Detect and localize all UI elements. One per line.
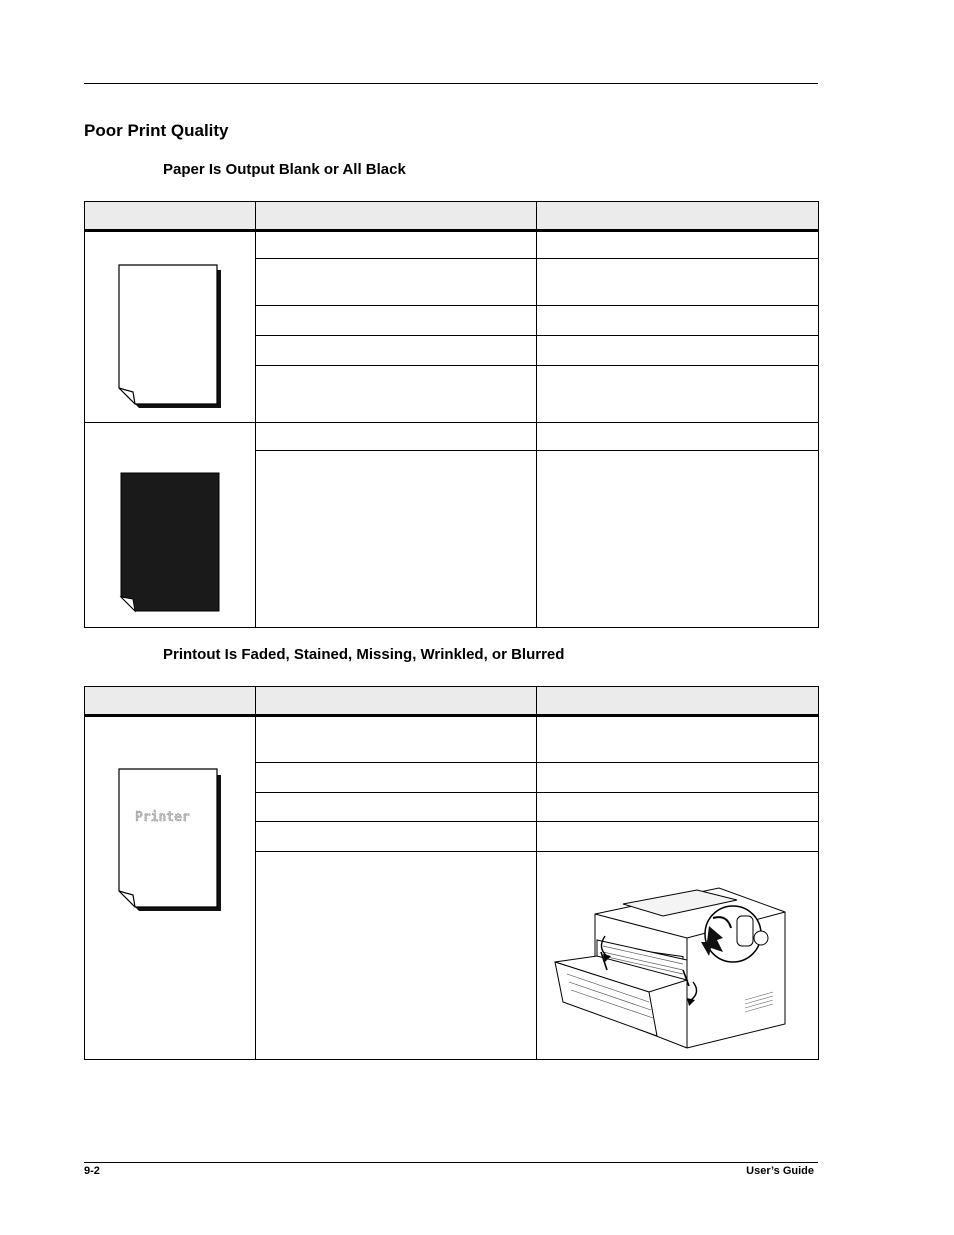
table-header-row: [85, 202, 819, 231]
subsection-title-faded: Printout Is Faded, Stained, Missing, Wrinkled, or Blurred: [163, 646, 565, 663]
subsection-title-blank-black: Paper Is Output Blank or All Black: [163, 161, 406, 178]
printer-fuser-illustration-cell: [537, 852, 819, 1060]
table-header-row: [85, 687, 819, 716]
cause-cell: [256, 306, 537, 336]
footer-page-number: 9-2: [84, 1165, 100, 1177]
table-faded-stained: [84, 686, 819, 1060]
header-cell: [256, 202, 537, 231]
printer-fuser-illustration: [537, 852, 817, 1058]
table-row: [85, 716, 819, 763]
remedy-cell: [537, 423, 819, 451]
blank-page-illustration-cell: [85, 231, 256, 423]
cause-cell: [256, 763, 537, 793]
remedy-cell: [537, 231, 819, 259]
header-cell: [537, 202, 819, 231]
remedy-cell: [537, 259, 819, 306]
footer-document-title: User’s Guide: [746, 1165, 814, 1177]
black-page-illustration: [85, 423, 254, 627]
cause-cell: [256, 366, 537, 423]
faded-page-illustration-cell: [85, 716, 256, 1060]
remedy-cell: [537, 793, 819, 822]
cause-cell: [256, 423, 537, 451]
cause-cell: [256, 451, 537, 628]
table-blank-or-black: [84, 201, 819, 628]
table-row: [85, 231, 819, 259]
table-row: [85, 423, 819, 451]
blank-page-illustration: [85, 232, 254, 422]
remedy-cell: [537, 336, 819, 366]
cause-cell: [256, 793, 537, 822]
header-cell: [85, 687, 256, 716]
cause-cell: [256, 852, 537, 1060]
remedy-cell: [537, 716, 819, 763]
cause-cell: [256, 259, 537, 306]
remedy-cell: [537, 822, 819, 852]
header-cell: [256, 687, 537, 716]
remedy-cell: [537, 306, 819, 336]
remedy-cell: [537, 451, 819, 628]
header-rule: [84, 83, 818, 84]
remedy-cell: [537, 763, 819, 793]
cause-cell: [256, 822, 537, 852]
faded-page-illustration: [85, 717, 254, 917]
header-cell: [85, 202, 256, 231]
header-cell: [537, 687, 819, 716]
faded-sample-text: Printer: [135, 810, 190, 825]
footer-rule: [84, 1162, 818, 1163]
remedy-cell: [537, 366, 819, 423]
cause-cell: [256, 716, 537, 763]
cause-cell: [256, 336, 537, 366]
black-page-illustration-cell: [85, 423, 256, 628]
section-title: Poor Print Quality: [84, 121, 229, 140]
cause-cell: [256, 231, 537, 259]
